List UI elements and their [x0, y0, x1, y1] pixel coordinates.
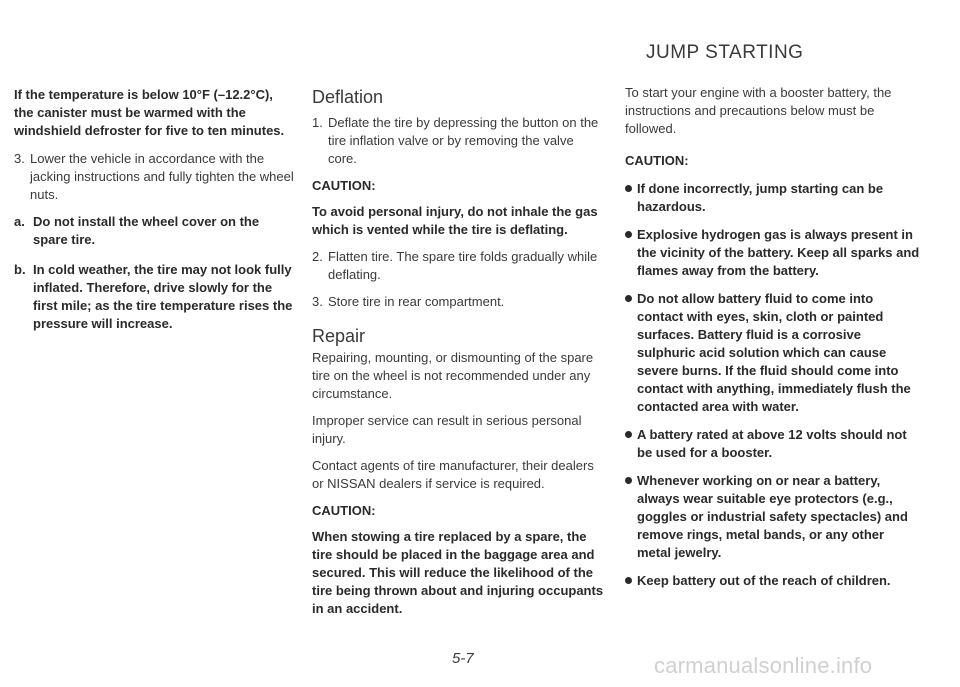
list-item — [312, 293, 606, 311]
repair-title: Repair — [312, 326, 366, 346]
step-number: 3. — [14, 151, 25, 166]
watermark: carmanualsonline.info — [654, 653, 873, 678]
step-text: Store tire in rear compartment. — [328, 294, 505, 309]
caution-label: CAUTION: — [312, 178, 376, 193]
step-number: 3. — [312, 294, 323, 309]
repair-paragraph: Improper service can result in serious personal injury. — [312, 413, 582, 446]
left-steps-list — [14, 150, 296, 204]
list-item — [625, 426, 921, 462]
caution-text: To avoid personal injury, do not inhale the gas which is vented while the tire is deflating. — [312, 204, 598, 237]
middle-column — [312, 86, 606, 627]
bullet-text: If done incorrectly, jump starting can be hazardous. — [637, 181, 884, 214]
deflation-steps-list-2 — [312, 248, 606, 311]
notes-list — [14, 213, 296, 333]
bullet-icon — [625, 477, 637, 484]
list-item — [625, 226, 921, 280]
bullet-text: Whenever working on or near a battery, always wear suitable eye protectors (e.g., goggles or industrial safety spectacles) and remove rings, metal bands, or any other metal jewelry. — [637, 473, 908, 560]
step-number: 1. — [312, 115, 323, 130]
note-text: Do not install the wheel cover on the spare tire. — [33, 214, 260, 247]
list-item — [625, 290, 921, 416]
deflation-steps-list — [312, 114, 606, 168]
bullet-text: Do not allow battery fluid to come into contact with eyes, skin, cloth or painted surfaces. Battery fluid is a corrosive sulphuric acid solution which can cause severe burns. If the fluid should come into contact with anything, immediately flush the contacted area with water. — [637, 291, 911, 414]
bullet-icon — [625, 577, 637, 584]
caution-label: CAUTION: — [312, 503, 376, 518]
right-column — [625, 84, 921, 600]
left-column — [14, 86, 296, 345]
page-number: 5-7 — [452, 650, 474, 667]
list-item — [14, 150, 296, 204]
deflation-title: Deflation — [312, 87, 384, 107]
step-text: Flatten tire. The spare tire folds gradually while deflating. — [328, 249, 598, 282]
step-text: Lower the vehicle in accordance with the jacking instructions and fully tighten the wheel nuts. — [30, 151, 294, 202]
list-item — [625, 472, 921, 562]
caution-bullets — [625, 180, 921, 590]
list-item — [14, 213, 296, 249]
intro-paragraph: To start your engine with a booster battery, the instructions and precautions below must be followed. — [625, 85, 892, 136]
caution-text: When stowing a tire replaced by a spare, the tire should be placed in the baggage area and secured. This will reduce the likelihood of the tire being thrown about and injuring occupants in an accident. — [312, 529, 604, 616]
bullet-text: Explosive hydrogen gas is always present in the vicinity of the battery. Keep all sparks and flames away from the battery. — [637, 227, 920, 278]
repair-paragraph: Repairing, mounting, or dismounting of the spare tire on the wheel is not recommended under any circumstance. — [312, 350, 594, 401]
list-item — [312, 114, 606, 168]
bullet-icon — [625, 185, 637, 192]
cold-temperature-note: If the temperature is below 10°F (–12.2°C), the canister must be warmed with the windshield defroster for five to ten minutes. — [14, 87, 285, 138]
list-item — [625, 572, 921, 590]
list-item — [625, 180, 921, 216]
step-text: Deflate the tire by depressing the button on the tire inflation valve or by removing the valve core. — [328, 115, 599, 166]
bullet-text: A battery rated at above 12 volts should not be used for a booster. — [637, 427, 907, 460]
note-label: a. — [14, 214, 25, 229]
page-heading: JUMP STARTING — [646, 42, 804, 63]
bullet-icon — [625, 295, 637, 302]
bullet-icon — [625, 231, 637, 238]
note-text: In cold weather, the tire may not look fully inflated. Therefore, drive slowly for the first mile; as the tire temperature rises the pressure will increase. — [33, 262, 293, 331]
step-number: 2. — [312, 249, 323, 264]
list-item — [14, 261, 296, 333]
repair-paragraph: Contact agents of tire manufacturer, their dealers or NISSAN dealers if service is required. — [312, 458, 594, 491]
bullet-text: Keep battery out of the reach of children. — [637, 573, 891, 588]
caution-label: CAUTION: — [625, 153, 689, 168]
list-item — [312, 248, 606, 284]
bullet-icon — [625, 431, 637, 438]
note-label: b. — [14, 262, 26, 277]
